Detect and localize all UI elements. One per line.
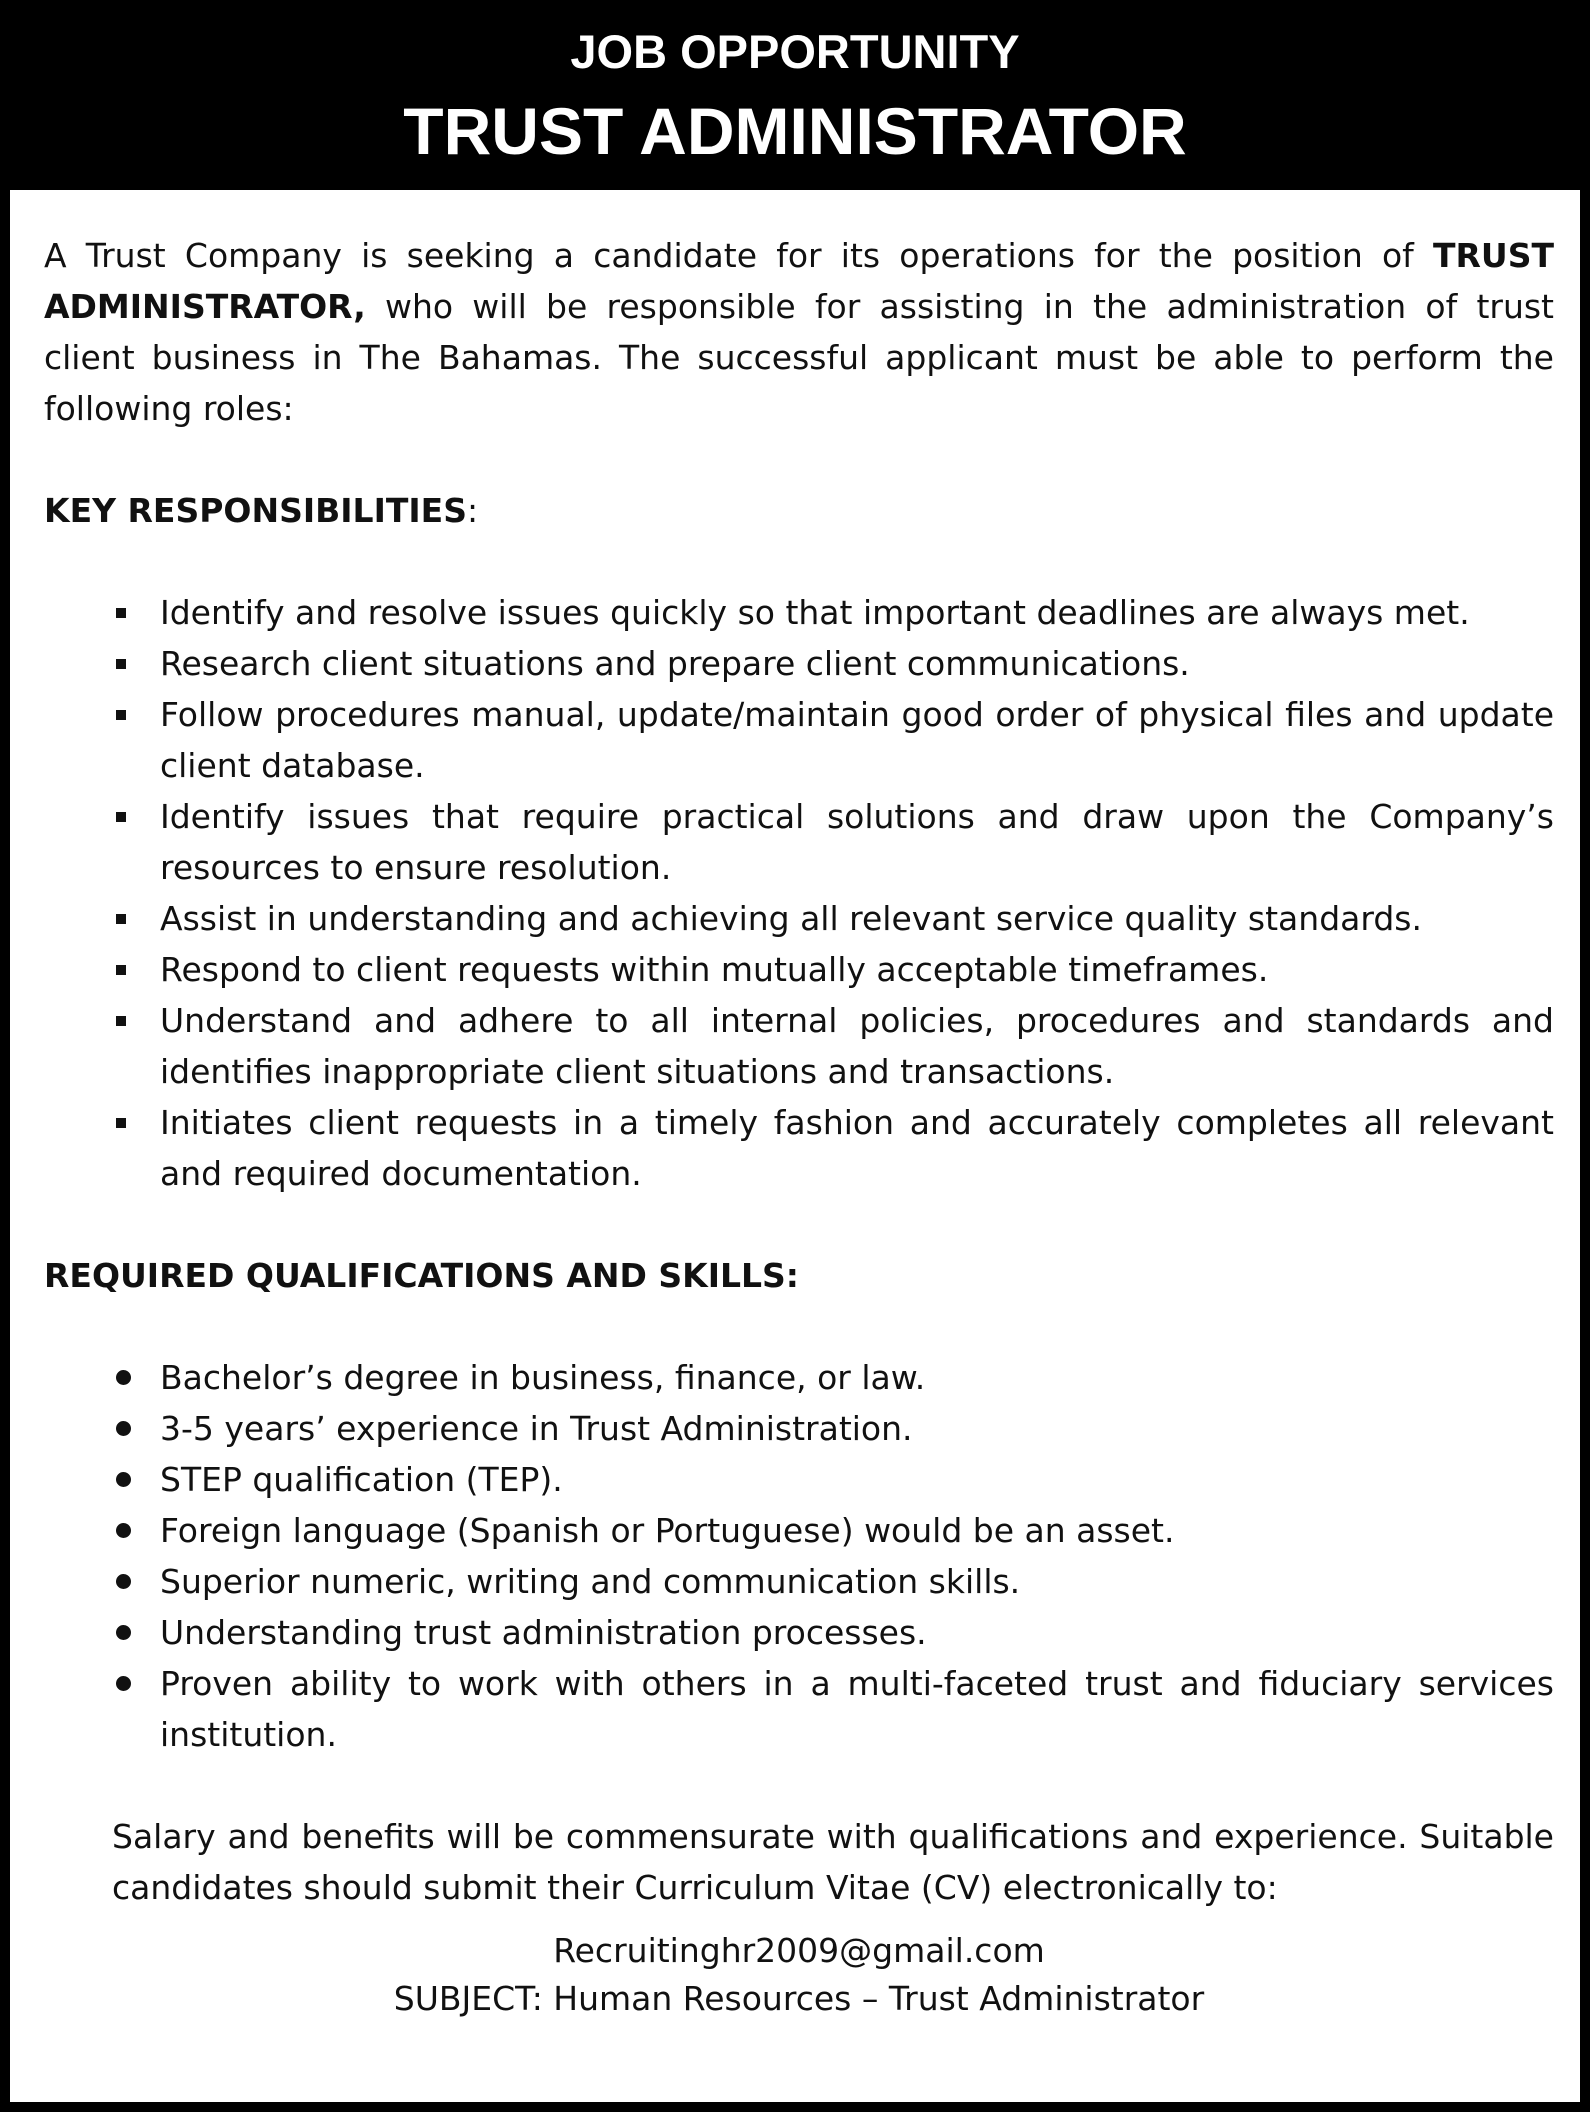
responsibilities-heading	[44, 485, 1554, 536]
list-item-text: Identify issues that require practical solutions and draw upon the Company’s resources to ensure resolution.	[160, 797, 1554, 887]
square-bullet-icon	[116, 710, 126, 720]
list-item-text: Respond to client requests within mutually acceptable timeframes.	[160, 950, 1269, 989]
list-item	[44, 638, 1554, 689]
square-bullet-icon	[116, 659, 126, 669]
intro-paragraph	[44, 230, 1554, 434]
list-item	[44, 1505, 1554, 1556]
job-title: TRUST ADMINISTRATOR	[403, 94, 1187, 168]
list-item	[44, 1352, 1554, 1403]
list-item	[44, 1454, 1554, 1505]
square-bullet-icon	[116, 1118, 126, 1128]
responsibilities-heading-text: KEY RESPONSIBILITIES	[44, 491, 467, 530]
list-item-text: STEP qualification (TEP).	[160, 1460, 563, 1499]
list-item	[44, 689, 1554, 791]
responsibilities-list	[44, 587, 1554, 1199]
email-subject-line: SUBJECT: Human Resources – Trust Administrator	[393, 1979, 1205, 2018]
square-bullet-icon	[116, 608, 126, 618]
list-item-text: 3-5 years’ experience in Trust Administration.	[160, 1409, 913, 1448]
round-bullet-icon	[116, 1523, 131, 1538]
list-item-text: Identify and resolve issues quickly so that important deadlines are always met.	[160, 593, 1470, 632]
square-bullet-icon	[116, 914, 126, 924]
list-item	[44, 1097, 1554, 1199]
contact-block	[44, 1927, 1554, 2023]
round-bullet-icon	[116, 1370, 131, 1385]
list-item	[44, 587, 1554, 638]
list-item-text: Research client situations and prepare client communications.	[160, 644, 1190, 683]
square-bullet-icon	[116, 1016, 126, 1026]
header-banner	[10, 10, 1580, 190]
round-bullet-icon	[116, 1676, 131, 1691]
qualifications-heading: REQUIRED QUALIFICATIONS AND SKILLS:	[44, 1256, 800, 1295]
square-bullet-icon	[116, 812, 126, 822]
list-item-text: Foreign language (Spanish or Portuguese) would be an asset.	[160, 1511, 1175, 1550]
list-item	[44, 1403, 1554, 1454]
list-item-text: Assist in understanding and achieving all relevant service quality standards.	[160, 899, 1422, 938]
ad-body	[44, 230, 1554, 2023]
list-item-text: Superior numeric, writing and communication skills.	[160, 1562, 1021, 1601]
square-bullet-icon	[116, 965, 126, 975]
list-item-text: Proven ability to work with others in a multi-faceted trust and fiduciary services institution.	[160, 1664, 1554, 1754]
list-item	[44, 1658, 1554, 1760]
responsibilities-heading-colon: :	[466, 491, 479, 530]
list-item-text: Understanding trust administration processes.	[160, 1613, 927, 1652]
intro-text-end: who will be responsible for assisting in the administration of trust client business in The Bahamas. The successful applicant must be able to perform the following roles:	[44, 287, 1554, 428]
round-bullet-icon	[116, 1421, 131, 1436]
closing-paragraph: Salary and benefits will be commensurate with qualifications and experience. Suitable candidates should submit their Curriculum Vitae (CV) electronically to:	[112, 1817, 1554, 1907]
list-item	[44, 1556, 1554, 1607]
round-bullet-icon	[116, 1574, 131, 1589]
list-item-text: Follow procedures manual, update/maintain good order of physical files and update client database.	[160, 695, 1554, 785]
list-item-text: Initiates client requests in a timely fashion and accurately completes all relevant and required documentation.	[160, 1103, 1554, 1193]
header-kicker: JOB OPPORTUNITY	[570, 25, 1020, 78]
list-item-text: Bachelor’s degree in business, finance, or law.	[160, 1358, 926, 1397]
list-item-text: Understand and adhere to all internal policies, procedures and standards and identifies inappropriate client situations and transactions.	[160, 1001, 1554, 1091]
list-item	[44, 944, 1554, 995]
list-item	[44, 1607, 1554, 1658]
list-item	[44, 995, 1554, 1097]
round-bullet-icon	[116, 1472, 131, 1487]
list-item	[44, 893, 1554, 944]
list-item	[44, 791, 1554, 893]
intro-text-start: A Trust Company is seeking a candidate for its operations for the position of	[44, 236, 1433, 275]
qualifications-list	[44, 1352, 1554, 1760]
round-bullet-icon	[116, 1625, 131, 1640]
contact-email: Recruitinghr2009@gmail.com	[553, 1931, 1045, 1970]
intro-position-name: TRUST ADMINISTRATOR,	[44, 236, 1554, 326]
